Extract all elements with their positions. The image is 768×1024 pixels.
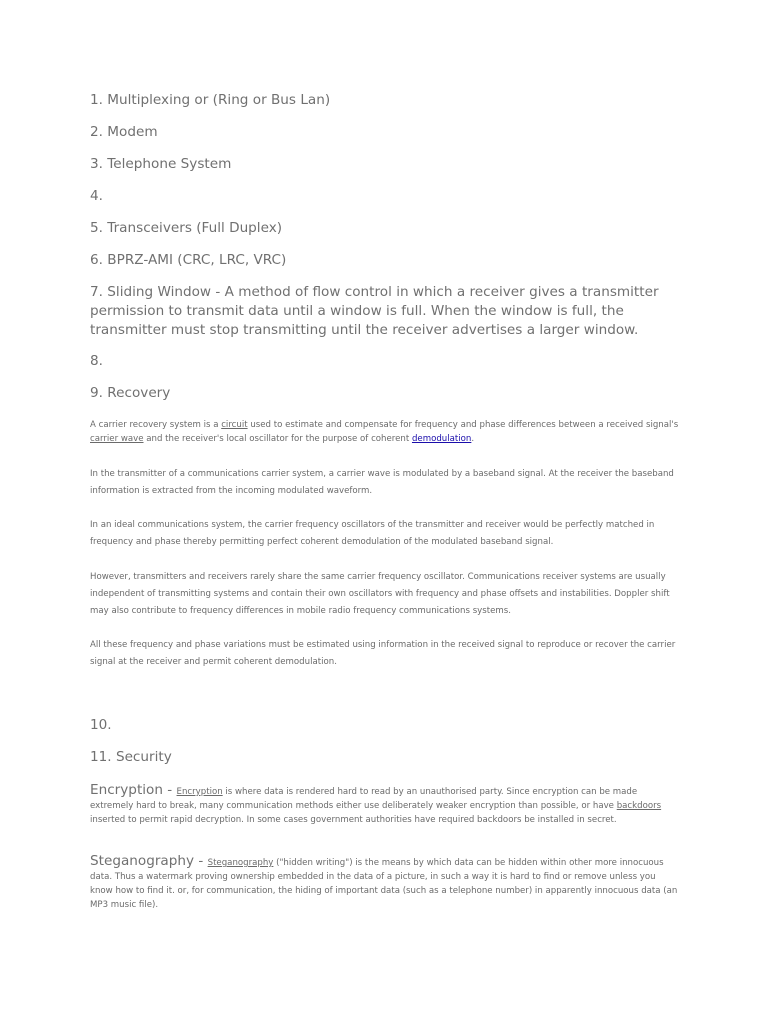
backdoors-link[interactable]: backdoors [616, 801, 662, 811]
list-item-9-recovery: 9. Recovery [90, 385, 171, 401]
recovery-p1-text-a: A carrier recovery system is a [90, 420, 222, 430]
list-item-3: 3. Telephone System [90, 156, 232, 172]
list-item-2: 2. Modem [90, 124, 158, 140]
steganography-term: Steganography - [90, 853, 208, 869]
list-item-10: 10. [90, 717, 112, 733]
recovery-paragraph-4: However, transmitters and receivers rarely share the same carrier frequency oscillator. Communications receiver systems are usually independent of transmitting systems and contain their own oscillators with frequency and phase offsets and instabilities. Doppler shift may also contribute to frequency differences in mobile radio frequency communications systems. [90, 572, 670, 616]
encryption-text-b: inserted to permit rapid decryption. In some cases government authorities have required backdoors be installed in secret. [90, 815, 617, 825]
list-item-5: 5. Transceivers (Full Duplex) [90, 220, 283, 236]
list-item-1: 1. Multiplexing or (Ring or Bus Lan) [90, 92, 331, 108]
recovery-p1-text-d: . [471, 434, 475, 444]
circuit-link[interactable]: circuit [221, 420, 248, 430]
demodulation-link[interactable]: demodulation [411, 434, 472, 444]
recovery-paragraph-1 [90, 418, 680, 446]
list-item-6: 6. BPRZ-AMI (CRC, LRC, VRC) [90, 252, 287, 268]
recovery-p1-text-c: and the receiver's local oscillator for the purpose of coherent [143, 434, 412, 444]
carrier-wave-link[interactable]: carrier wave [90, 434, 144, 444]
steganography-paragraph [90, 854, 680, 912]
list-item-8: 8. [90, 353, 103, 369]
encryption-term: Encryption - [90, 782, 177, 798]
list-item-7-sliding-window: 7. Sliding Window - A method of flow control in which a receiver gives a transmitter permission to transmit data until a window is full. When the window is full, the transmitter must stop transmitting until the receiver advertises a larger window. [90, 284, 659, 338]
recovery-p1-text-b: used to estimate and compensate for frequency and phase differences between a received signal's [247, 420, 679, 430]
recovery-paragraph-2: In the transmitter of a communications carrier system, a carrier wave is modulated by a baseband signal. At the receiver the baseband information is extracted from the incoming modulated waveform. [90, 469, 674, 496]
encryption-text-a: is where data is rendered hard to read by an unauthorised party. Since encryption can be made extremely hard to break, many communication methods either use deliberately weaker encryption than possible, or have [90, 787, 638, 811]
list-item-4: 4. [90, 188, 103, 204]
steganography-text: ("hidden writing") is the means by which data can be hidden within other more innocuous data. Thus a watermark proving ownership embedded in the data of a picture, in such a way it is hard to find or remove unless you know how to find it. or, for communication, the hiding of important data (such as a telephone number) in apparently innocuous data (an MP3 music file). [90, 858, 678, 910]
recovery-paragraph-3: In an ideal communications system, the carrier frequency oscillators of the transmitter and receiver would be perfectly matched in frequency and phase thereby permitting perfect coherent demodulation of the modulated baseband signal. [90, 520, 655, 547]
recovery-paragraph-5: All these frequency and phase variations must be estimated using information in the received signal to reproduce or recover the carrier signal at the receiver and permit coherent demodulation. [90, 640, 676, 667]
encryption-link[interactable]: Encryption [176, 787, 223, 797]
list-item-11-security: 11. Security [90, 749, 172, 765]
steganography-link[interactable]: Steganography [207, 858, 274, 868]
encryption-paragraph [90, 783, 680, 827]
